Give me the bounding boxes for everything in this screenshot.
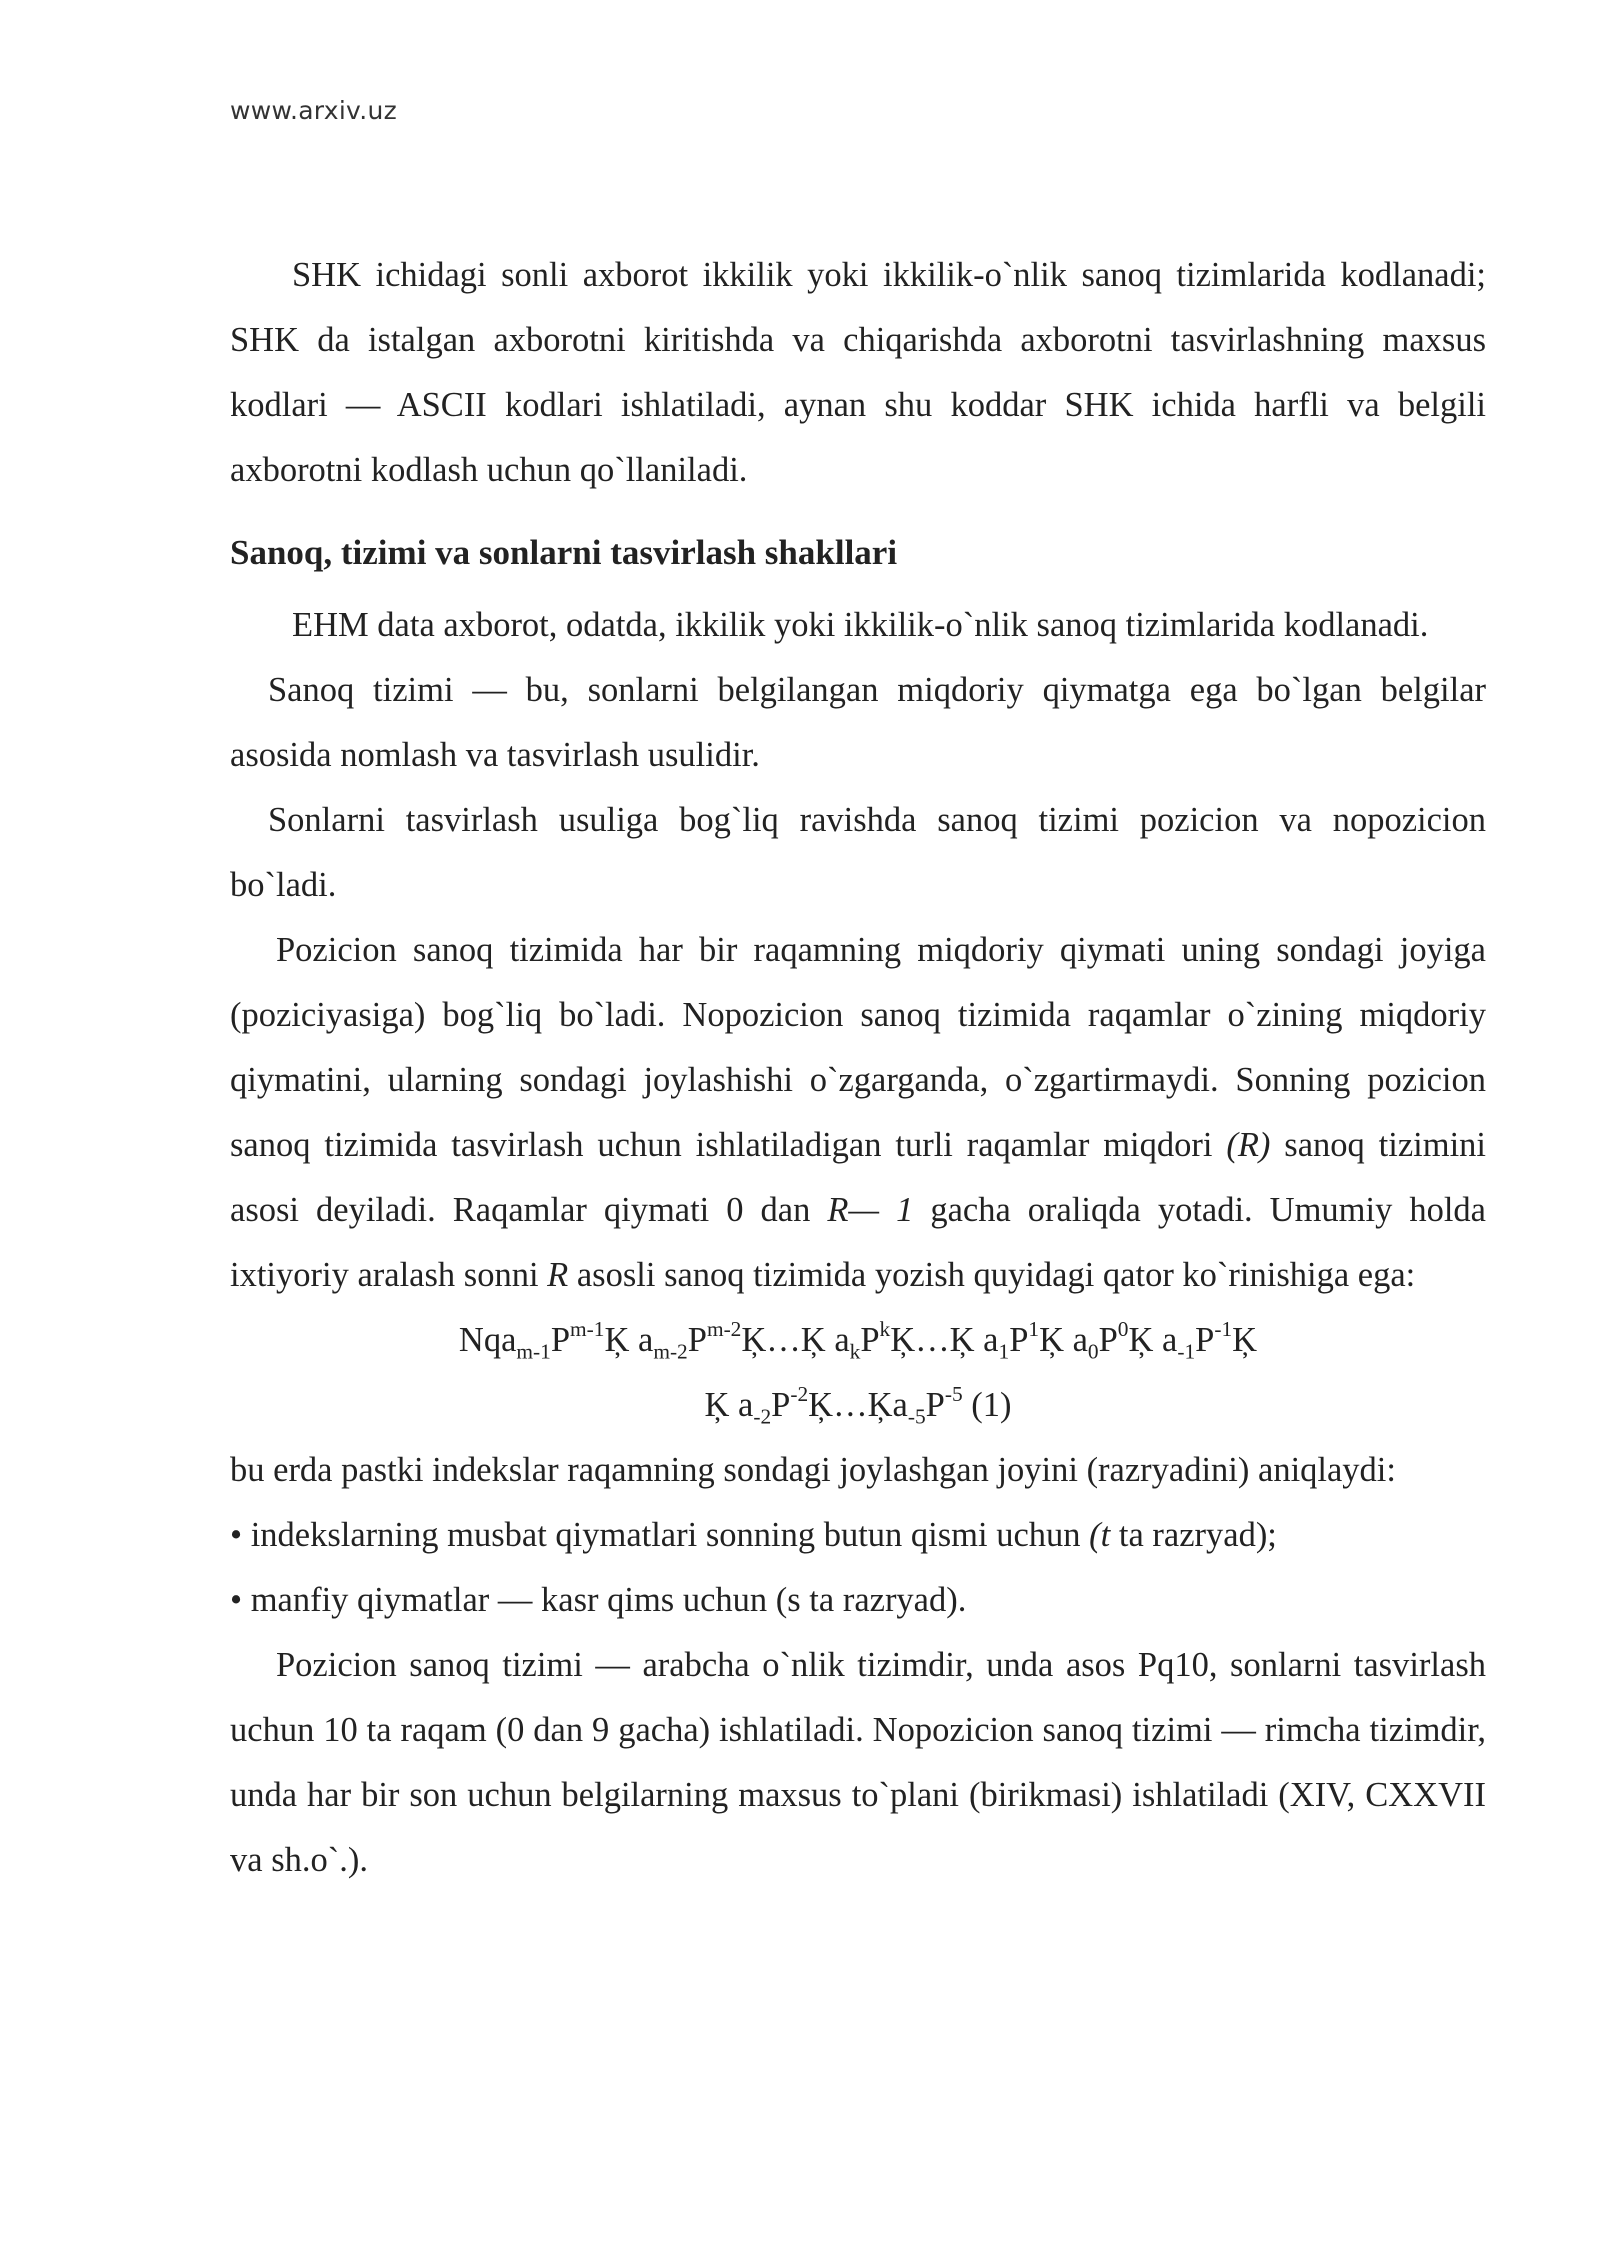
italic-run: (t <box>1089 1516 1111 1554</box>
formula-text: Ķ a <box>1128 1321 1178 1359</box>
text-run: sanoq tizimini asosi deyiladi. Raqamlar qiymati 0 dan <box>230 1126 1486 1229</box>
formula-superscript: 1 <box>1028 1317 1040 1342</box>
italic-run: R <box>547 1256 569 1294</box>
bullet-manfiy: • manfiy qiymatlar — kasr qims uchun (s ta razryad). <box>230 1581 967 1619</box>
formula-superscript: -2 <box>790 1382 809 1407</box>
text-run: ta razryad); <box>1110 1516 1277 1554</box>
text-run: gacha oraliqda yotadi. Umumiy holda ixtiyoriy aralash sonni <box>230 1191 1486 1294</box>
paragraph-intro: SHK ichidagi sonli axborot ikkilik yoki ikkilik-o`nlik sanoq tizimlarida kodlanadi; SHK da istalgan axborotni kiritishda va chiqarishda axborotni tasvirlashning maxsus kodlari — ASCII kodlari ishlatiladi, aynan shu koddar SHK ichida harfli va belgili axborotni kodlash uchun qo`llaniladi. <box>230 256 1486 489</box>
text-run: asosli sanoq tizimida yozish quyidagi qator ko`rinishiga ega: <box>568 1256 1416 1294</box>
paragraph-tasvirlash-usuli: Sonlarni tasvirlash usuliga bog`liq ravishda sanoq tizimi pozicion va nopozicion bo`ladi. <box>230 801 1486 904</box>
document-body <box>230 243 1486 1893</box>
formula-subscript: m-2 <box>653 1339 688 1364</box>
formula-text: Ķ…Ķ a <box>890 1321 999 1359</box>
paragraph-pozicion <box>230 918 1486 1308</box>
formula-text: P <box>771 1386 791 1424</box>
formula-subscript: k <box>849 1339 861 1364</box>
formula-superscript: 0 <box>1117 1317 1129 1342</box>
formula-superscript: -5 <box>944 1382 963 1407</box>
formula-superscript: k <box>879 1317 891 1342</box>
text-run: Pozicion sanoq tizimida har bir raqamning miqdoriy qiymati uning sondagi joyiga (poziciyasiga) bog`liq bo`ladi. Nopozicion sanoq tizimida raqamlar o`zining miqdoriy qiymatini, ularning sondagi joylashishi o`zgarganda, o`zgartirmaydi. Sonning pozicion sanoq tizimida tasvirlash uchun ishlatiladigan turli raqamlar miqdori <box>230 931 1486 1164</box>
formula-subscript: m-1 <box>516 1339 551 1364</box>
paragraph-sanoq-tizimi: Sanoq tizimi — bu, sonlarni belgilangan miqdoriy qiymatga ega bo`lgan belgilar asosida nomlash va tasvirlash usulidir. <box>230 671 1486 774</box>
formula-subscript: 0 <box>1087 1339 1099 1364</box>
formula-text: P <box>860 1321 880 1359</box>
formula-text: Ķ a <box>704 1386 754 1424</box>
formula-text: P <box>1098 1321 1118 1359</box>
formula-text: Nqa <box>458 1321 517 1359</box>
formula-text: P <box>550 1321 571 1359</box>
section-heading: Sanoq, tizimi va sonlarni tasvirlash shakllari <box>230 533 898 572</box>
formula-text: P <box>1009 1321 1029 1359</box>
paragraph-indekslar: bu erda pastki indekslar raqamning sondagi joylashgan joyini (razryadini) aniqlaydi: <box>230 1451 1396 1489</box>
formula-superscript: m-2 <box>706 1317 742 1342</box>
formula-subscript: -2 <box>753 1404 772 1429</box>
formula-text: P <box>687 1321 707 1359</box>
formula-text: Ķ…Ķa <box>808 1386 908 1424</box>
formula-line-2 <box>230 1373 1486 1438</box>
formula-text: Ķ…Ķ a <box>741 1321 850 1359</box>
formula-subscript: 1 <box>998 1339 1010 1364</box>
formula-text: P <box>1195 1321 1215 1359</box>
formula-text: (1) <box>962 1386 1012 1424</box>
formula-superscript: -1 <box>1214 1317 1233 1342</box>
formula-subscript: -1 <box>1177 1339 1196 1364</box>
paragraph-arabcha-rimcha: Pozicion sanoq tizimi — arabcha o`nlik tizimdir, unda asos Pq10, sonlarni tasvirlash uchun 10 ta raqam (0 dan 9 gacha) ishlatiladi. Nopozicion sanoq tizimi — rimcha tizimdir, unda har bir son uchun belgilarning maxsus to`plani (birikmasi) ishlatiladi (XIV, CXXVII va sh.o`.). <box>230 1646 1486 1879</box>
bullet-musbat <box>230 1503 1486 1568</box>
text-run: • indekslarning musbat qiymatlari sonning butun qismi uchun <box>230 1516 1090 1554</box>
italic-run: (R) <box>1226 1126 1271 1164</box>
formula-superscript: m-1 <box>570 1317 605 1342</box>
formula-text: Ķ a <box>1039 1321 1088 1359</box>
formula-subscript: -5 <box>907 1404 926 1429</box>
paragraph-ehm: EHM data axborot, odatda, ikkilik yoki ikkilik-o`nlik sanoq tizimlarida kodlanadi. <box>292 606 1429 644</box>
formula-text: Ķ <box>1232 1321 1258 1359</box>
site-url: www.arxiv.uz <box>230 96 398 125</box>
formula-text: Ķ a <box>604 1321 654 1359</box>
italic-run: R— 1 <box>827 1191 914 1229</box>
formula-line-1 <box>230 1308 1486 1373</box>
formula-text: P <box>925 1386 945 1424</box>
